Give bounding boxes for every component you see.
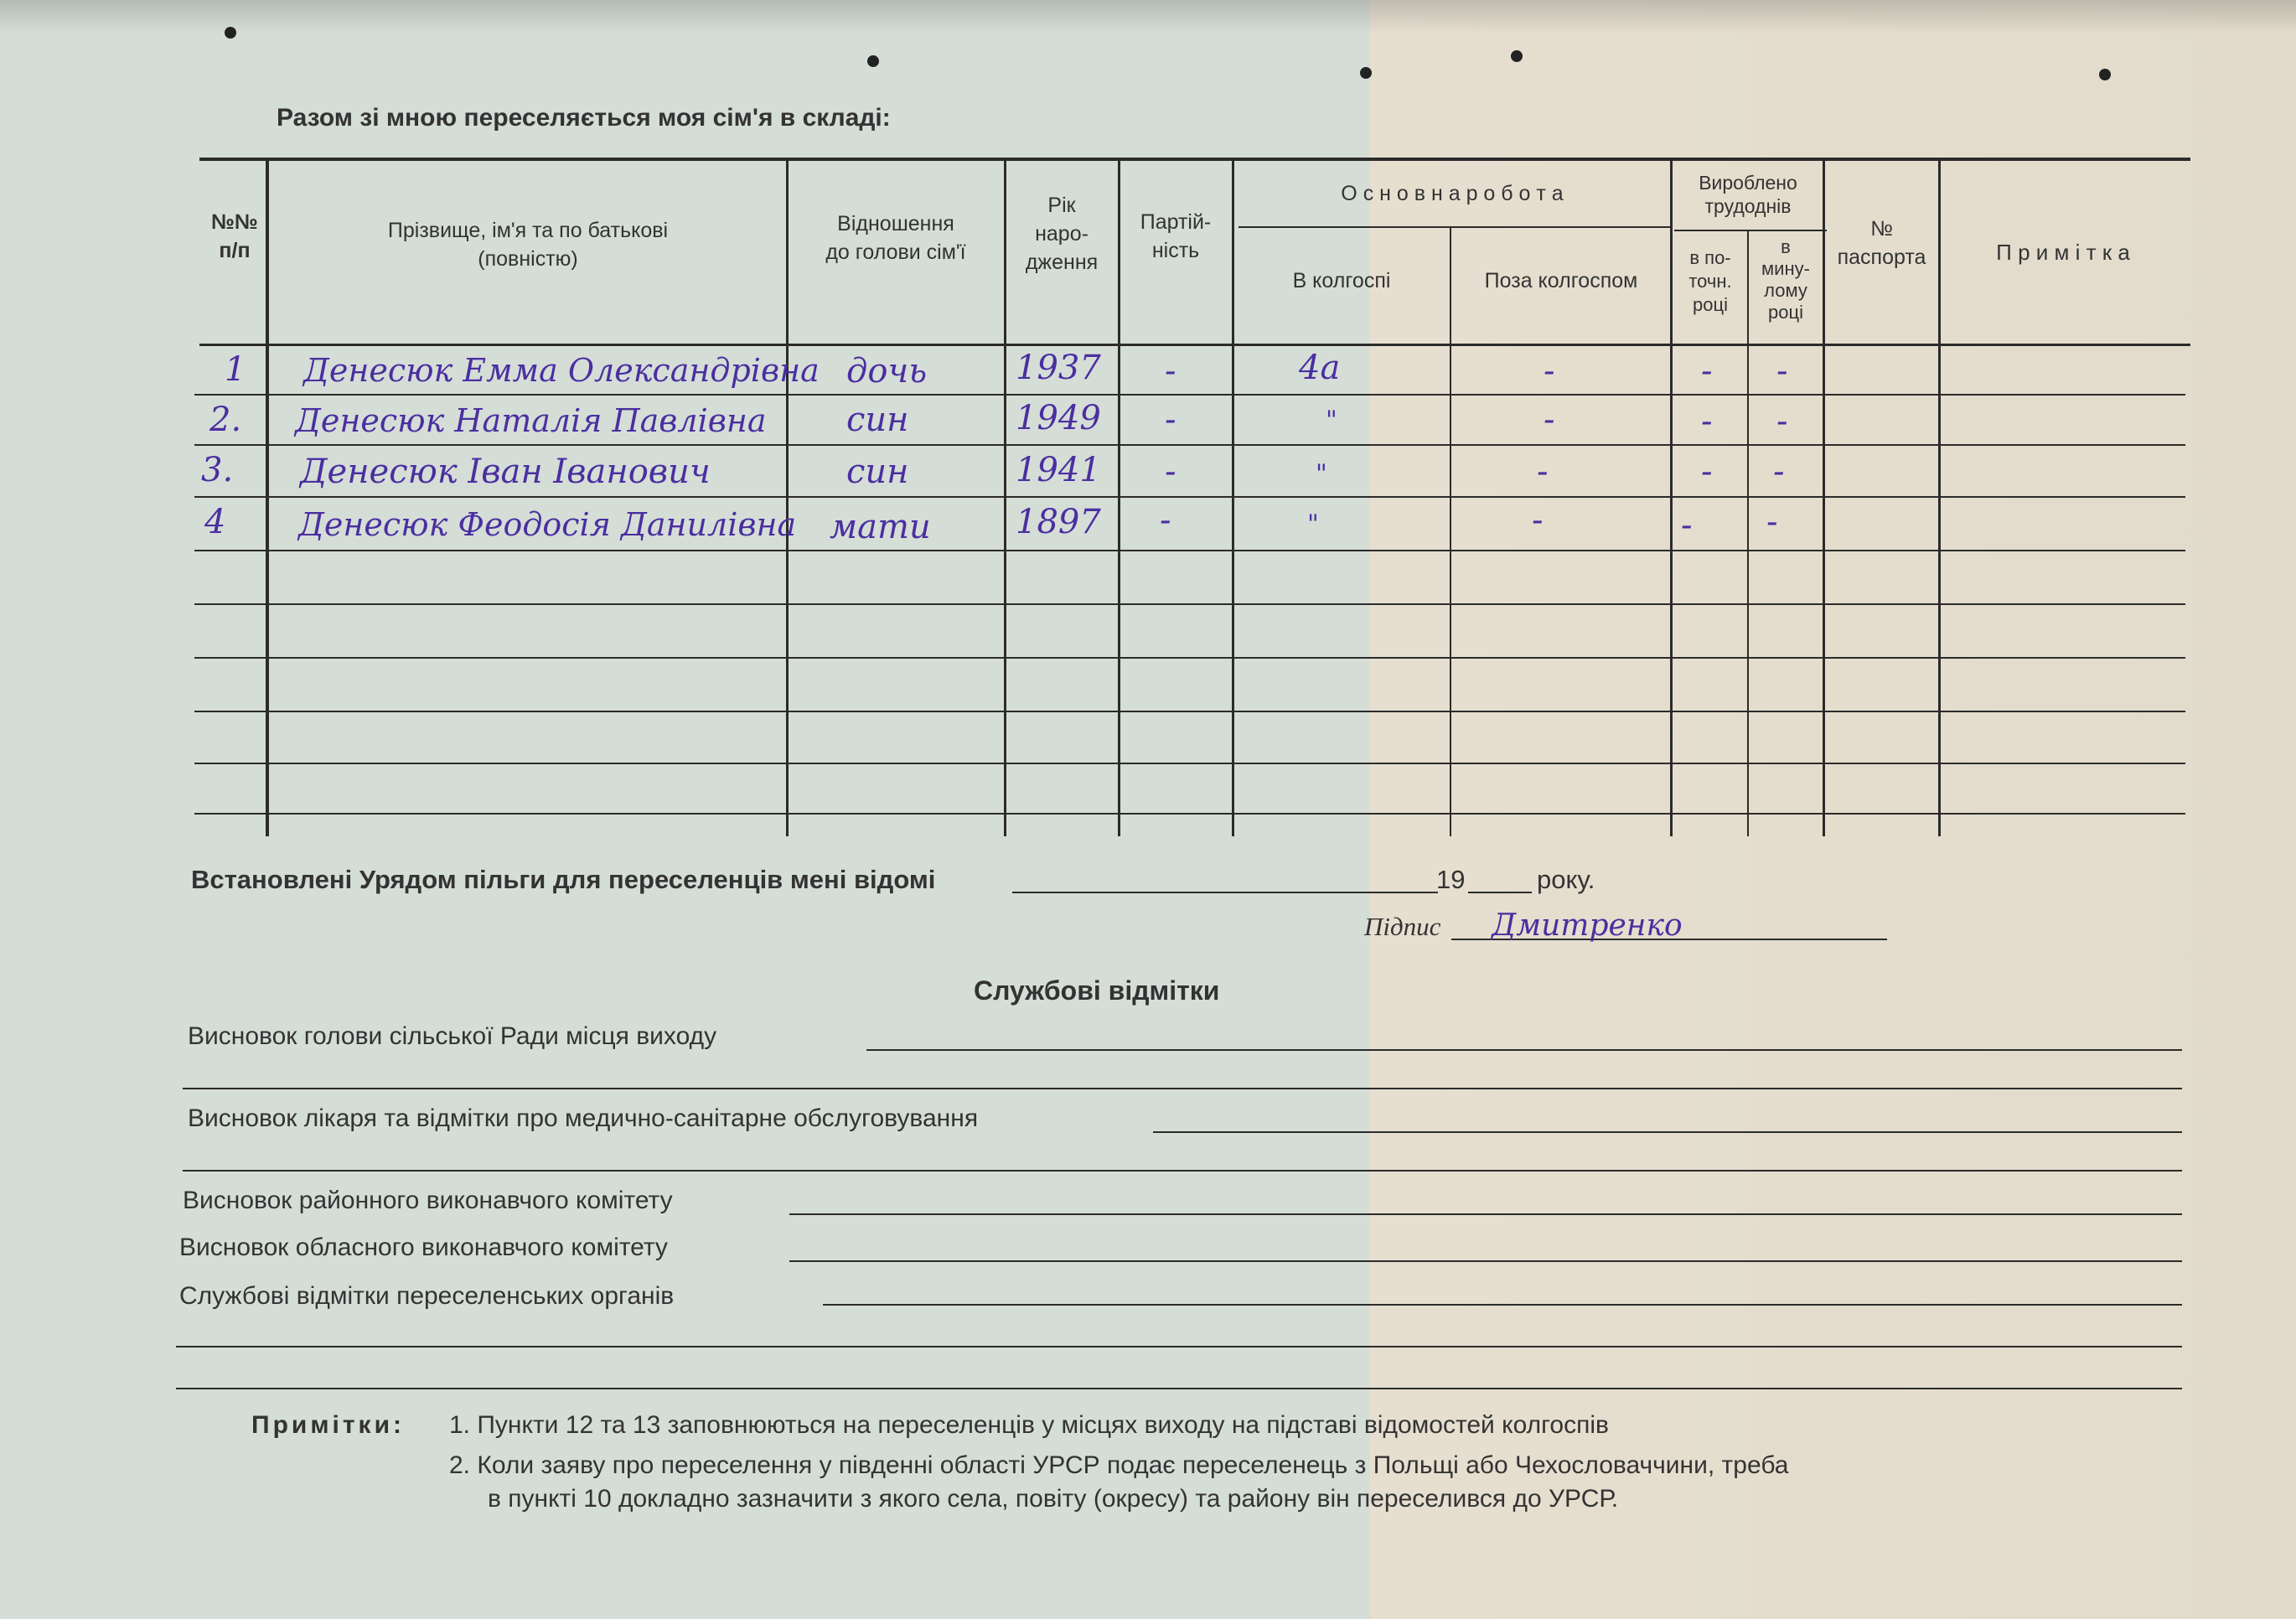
note-2-continued: в пункті 10 докладно зазначити з якого села, повіту (окресу) та району він переселився до УРСР. (488, 1485, 1619, 1513)
row-in-kolhosp: " (1316, 459, 1327, 489)
row-num: 3. (201, 451, 234, 489)
conclusion-district: Висновок районного виконавчого комітету (183, 1187, 673, 1214)
header-in-kolhosp: В колгоспі (1292, 269, 1391, 292)
notes-label: Примітки: (251, 1411, 405, 1439)
row-birth: 1937 (1016, 349, 1101, 387)
fill-line (823, 1304, 2182, 1306)
benefits-text: Встановлені Урядом пільги для переселенців мені відомі (191, 865, 936, 894)
note-1: 1. Пункти 12 та 13 заповнюються на переселенців у місцях виходу на підставі відомостей колгоспів (449, 1411, 1609, 1439)
row-outside: - (1532, 501, 1544, 540)
row-num: 4 (204, 503, 226, 541)
header-current-year: в по- точн. році (1688, 247, 1732, 315)
header-outside-kolhosp: Поза колгоспом (1484, 269, 1638, 292)
row-current: - (1681, 506, 1693, 545)
row-last: - (1766, 503, 1778, 541)
top-edge-shadow (0, 0, 2296, 34)
row-relation: дочь (846, 352, 928, 391)
row-current: - (1701, 453, 1713, 491)
header-party: Партій- ність (1140, 210, 1212, 262)
row-last: - (1776, 352, 1788, 391)
conclusion-oblast: Висновок обласного виконавчого комітету (179, 1234, 668, 1261)
conclusion-doctor: Висновок лікаря та відмітки про медично-санітарне обслуговування (188, 1104, 979, 1132)
fill-line (789, 1213, 2182, 1215)
row-outside: - (1537, 453, 1549, 491)
fill-line (183, 1088, 2182, 1089)
header-note: П р и м і т к а (1996, 240, 2130, 265)
year-prefix: 19 (1436, 865, 1466, 894)
punch-hole (225, 27, 236, 39)
fill-line (176, 1388, 2182, 1389)
row-in-kolhosp: " (1307, 509, 1319, 539)
header-last-year: в мину- лому році (1761, 236, 1810, 323)
fill-line (866, 1049, 2182, 1051)
header-workdays: Вироблено трудоднів (1699, 172, 1797, 217)
row-last: - (1776, 402, 1788, 441)
row-current: - (1701, 352, 1713, 391)
row-name: Денесюк Іван Іванович (300, 453, 711, 491)
fill-line (183, 1170, 2182, 1172)
punch-hole (1511, 50, 1523, 62)
fill-line (1153, 1131, 2182, 1133)
row-in-kolhosp: 4а (1299, 349, 1341, 387)
row-outside: - (1544, 401, 1555, 439)
row-birth: 1941 (1016, 451, 1101, 489)
row-num: 2. (209, 401, 242, 439)
conclusion-village-council: Висновок голови сільської Ради місця виходу (188, 1022, 717, 1050)
row-party: - (1165, 453, 1176, 491)
row-last: - (1773, 453, 1785, 491)
punch-hole (1360, 67, 1372, 79)
row-current: - (1701, 402, 1713, 441)
header-main-work: О с н о в н а р о б о т а (1341, 182, 1564, 205)
row-party: - (1165, 352, 1176, 391)
header-birth: Рік наро- дження (1025, 194, 1099, 274)
punch-hole (2099, 69, 2111, 80)
header-num: №№ п/п (211, 210, 258, 262)
row-birth: 1949 (1016, 399, 1101, 437)
row-relation: мати (830, 508, 931, 546)
row-name: Денесюк Феодосія Данилівна (298, 506, 797, 543)
fill-line (176, 1346, 2182, 1347)
row-num: 1 (225, 350, 246, 389)
benefits-blank (1012, 892, 1438, 893)
year-suffix: року. (1537, 865, 1595, 894)
note-2: 2. Коли заяву про переселення у південні області УРСР подає переселенець з Польщі або Чехословаччини, треба (449, 1451, 1789, 1479)
signature-value: Дмитренко (1492, 908, 1683, 943)
signature-label: Підпис (1364, 912, 1441, 941)
row-name: Денесюк Емма Олександрівна (303, 352, 820, 389)
header-name: Прізвище, ім'я та по батькові (повністю) (387, 219, 669, 271)
service-title: Службові відмітки (974, 975, 1220, 1006)
row-party: - (1165, 401, 1176, 439)
service-marks: Службові відмітки переселенських органів (179, 1282, 675, 1310)
row-birth: 1897 (1016, 503, 1101, 541)
header-relation: Відношення до голови сім'ї (825, 212, 966, 264)
row-relation: син (846, 401, 909, 439)
row-in-kolhosp: " (1326, 406, 1337, 435)
row-relation: син (846, 453, 909, 491)
row-outside: - (1544, 352, 1555, 391)
header-passport: № паспорта (1837, 217, 1926, 269)
fill-line (789, 1260, 2182, 1262)
intro-text: Разом зі мною переселяється моя сім'я в складі: (277, 104, 891, 132)
row-name: Денесюк Наталія Павлівна (295, 402, 767, 439)
punch-hole (867, 55, 879, 67)
year-blank (1468, 892, 1532, 893)
row-party: - (1160, 501, 1171, 540)
